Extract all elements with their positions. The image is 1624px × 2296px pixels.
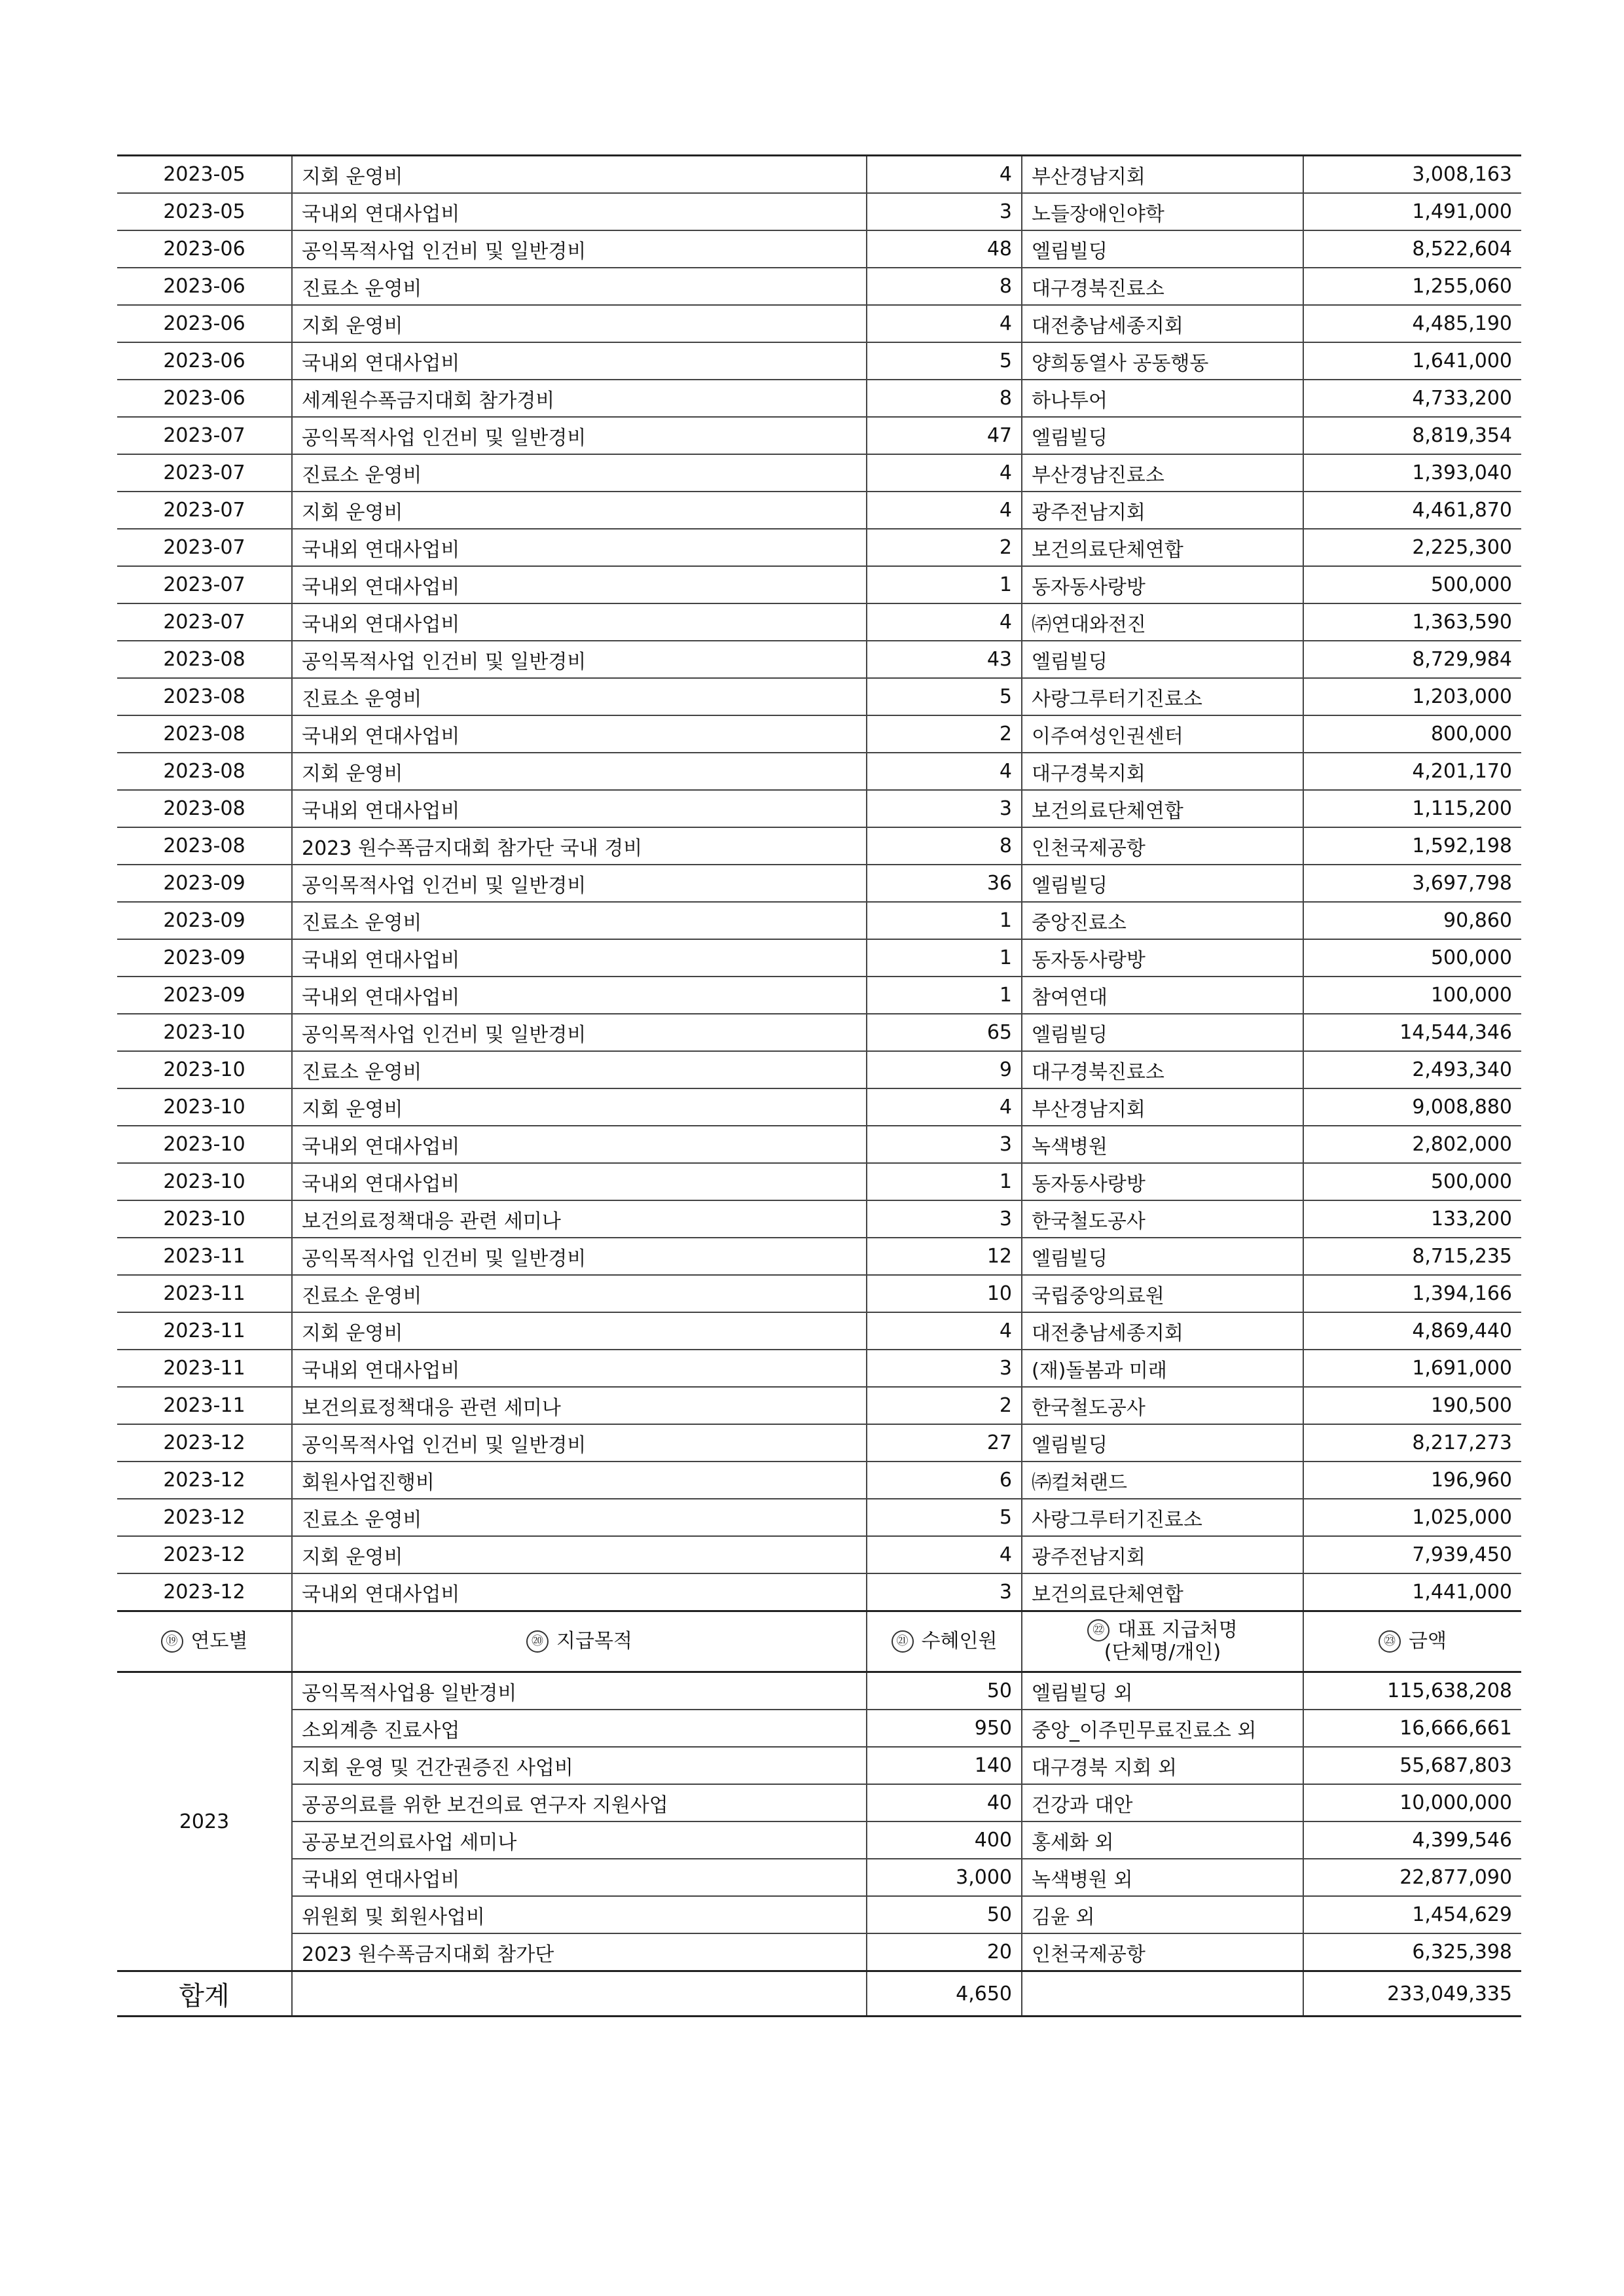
row-purpose: 국내외 연대사업비: [292, 342, 867, 380]
row-count: 1: [867, 939, 1022, 977]
table-row: [117, 1088, 1521, 1126]
summary-amount: 1,454,629: [1303, 1896, 1521, 1933]
summary-count: 3,000: [867, 1859, 1022, 1896]
header-beneficiaries-num: ㉑: [892, 1630, 914, 1653]
row-count: 8: [867, 827, 1022, 865]
table-row: [117, 1163, 1521, 1200]
row-payee: 하나투어: [1022, 380, 1303, 417]
summary-count: 20: [867, 1933, 1022, 1971]
row-purpose: 국내외 연대사업비: [292, 977, 867, 1014]
summary-purpose: 공공의료를 위한 보건의료 연구자 지원사업: [292, 1784, 867, 1821]
row-payee: 엘림빌딩: [1022, 865, 1303, 902]
row-purpose: 진료소 운영비: [292, 678, 867, 715]
table-row: [117, 1462, 1521, 1499]
summary-row: [117, 1672, 1521, 1710]
row-payee: 광주전남지회: [1022, 1536, 1303, 1573]
row-payee: 참여연대: [1022, 977, 1303, 1014]
row-amount: 1,641,000: [1303, 342, 1521, 380]
row-purpose: 국내외 연대사업비: [292, 790, 867, 827]
row-purpose: 진료소 운영비: [292, 1275, 867, 1312]
row-purpose: 진료소 운영비: [292, 454, 867, 492]
row-count: 4: [867, 156, 1022, 194]
row-amount: 1,691,000: [1303, 1350, 1521, 1387]
row-date: 2023-11: [117, 1238, 292, 1275]
table-row: [117, 939, 1521, 977]
row-payee: 부산경남지회: [1022, 1088, 1303, 1126]
row-date: 2023-10: [117, 1051, 292, 1088]
row-payee: 양희동열사 공동행동: [1022, 342, 1303, 380]
summary-row: [117, 1933, 1521, 1971]
row-payee: 노들장애인야학: [1022, 193, 1303, 230]
summary-count: 40: [867, 1784, 1022, 1821]
row-date: 2023-05: [117, 193, 292, 230]
row-payee: 이주여성인권센터: [1022, 715, 1303, 753]
row-purpose: 보건의료정책대응 관련 세미나: [292, 1200, 867, 1238]
row-purpose: 국내외 연대사업비: [292, 1126, 867, 1163]
row-date: 2023-07: [117, 454, 292, 492]
header-payee-num: ㉒: [1087, 1619, 1110, 1641]
row-count: 2: [867, 1387, 1022, 1424]
row-count: 8: [867, 268, 1022, 305]
header-amount: ㉓ 금액: [1303, 1611, 1521, 1672]
table-row: [117, 1200, 1521, 1238]
row-date: 2023-09: [117, 939, 292, 977]
row-amount: 1,441,000: [1303, 1573, 1521, 1611]
row-amount: 1,393,040: [1303, 454, 1521, 492]
row-payee: 국립중앙의료원: [1022, 1275, 1303, 1312]
row-purpose: 공익목적사업 인건비 및 일반경비: [292, 1424, 867, 1462]
row-count: 1: [867, 1163, 1022, 1200]
row-count: 3: [867, 790, 1022, 827]
row-amount: 3,697,798: [1303, 865, 1521, 902]
row-purpose: 공익목적사업 인건비 및 일반경비: [292, 641, 867, 678]
row-purpose: 국내외 연대사업비: [292, 715, 867, 753]
row-amount: 500,000: [1303, 566, 1521, 603]
row-payee: 대구경북진료소: [1022, 1051, 1303, 1088]
summary-payee: 중앙_이주민무료진료소 외: [1022, 1710, 1303, 1747]
table-row: [117, 1499, 1521, 1536]
row-payee: 엘림빌딩: [1022, 417, 1303, 454]
expenditure-table: [117, 154, 1521, 2017]
header-purpose: ⑳ 지급목적: [292, 1611, 867, 1672]
table-row: [117, 230, 1521, 268]
row-amount: 500,000: [1303, 939, 1521, 977]
row-date: 2023-07: [117, 529, 292, 566]
row-date: 2023-11: [117, 1312, 292, 1350]
row-date: 2023-09: [117, 977, 292, 1014]
row-purpose: 공익목적사업 인건비 및 일반경비: [292, 417, 867, 454]
row-purpose: 공익목적사업 인건비 및 일반경비: [292, 865, 867, 902]
table-row: [117, 1350, 1521, 1387]
row-purpose: 세계원수폭금지대회 참가경비: [292, 380, 867, 417]
header-payee-sub: (단체명/개인): [1104, 1641, 1221, 1664]
row-date: 2023-08: [117, 641, 292, 678]
summary-amount: 22,877,090: [1303, 1859, 1521, 1896]
monthly-rows: [117, 156, 1521, 1611]
row-payee: 엘림빌딩: [1022, 1424, 1303, 1462]
row-count: 9: [867, 1051, 1022, 1088]
row-purpose: 진료소 운영비: [292, 1051, 867, 1088]
header-beneficiaries: ㉑ 수혜인원: [867, 1611, 1022, 1672]
table-row: [117, 1387, 1521, 1424]
row-date: 2023-10: [117, 1088, 292, 1126]
row-purpose: 진료소 운영비: [292, 902, 867, 939]
row-date: 2023-06: [117, 342, 292, 380]
row-amount: 4,869,440: [1303, 1312, 1521, 1350]
row-payee: ㈜컬쳐랜드: [1022, 1462, 1303, 1499]
row-amount: 1,363,590: [1303, 603, 1521, 641]
row-date: 2023-10: [117, 1163, 292, 1200]
row-count: 47: [867, 417, 1022, 454]
row-purpose: 국내외 연대사업비: [292, 603, 867, 641]
summary-purpose: 위원회 및 회원사업비: [292, 1896, 867, 1933]
summary-count: 50: [867, 1672, 1022, 1710]
row-payee: 동자동사랑방: [1022, 939, 1303, 977]
table-row: [117, 566, 1521, 603]
table-row: [117, 715, 1521, 753]
summary-payee: 홍세화 외: [1022, 1821, 1303, 1859]
summary-count: 400: [867, 1821, 1022, 1859]
summary-purpose: 소외계층 진료사업: [292, 1710, 867, 1747]
row-purpose: 진료소 운영비: [292, 268, 867, 305]
table-row: [117, 865, 1521, 902]
row-date: 2023-07: [117, 417, 292, 454]
row-amount: 2,493,340: [1303, 1051, 1521, 1088]
summary-amount: 6,325,398: [1303, 1933, 1521, 1971]
row-amount: 9,008,880: [1303, 1088, 1521, 1126]
row-payee: 대전충남세종지회: [1022, 305, 1303, 342]
row-purpose: 공익목적사업 인건비 및 일반경비: [292, 1238, 867, 1275]
row-amount: 196,960: [1303, 1462, 1521, 1499]
row-payee: (재)돌봄과 미래: [1022, 1350, 1303, 1387]
summary-header-row: [117, 1611, 1521, 1672]
header-payee: ㉒ 대표 지급처명 (단체명/개인): [1022, 1611, 1303, 1672]
row-purpose: 지회 운영비: [292, 753, 867, 790]
row-amount: 4,733,200: [1303, 380, 1521, 417]
row-count: 4: [867, 603, 1022, 641]
row-date: 2023-06: [117, 230, 292, 268]
row-payee: 녹색병원: [1022, 1126, 1303, 1163]
row-payee: 엘림빌딩: [1022, 230, 1303, 268]
row-count: 12: [867, 1238, 1022, 1275]
table-row: [117, 156, 1521, 194]
summary-payee: 김윤 외: [1022, 1896, 1303, 1933]
table-row: [117, 827, 1521, 865]
row-date: 2023-08: [117, 753, 292, 790]
row-payee: 부산경남지회: [1022, 156, 1303, 194]
header-year: ⑲ 연도별: [117, 1611, 292, 1672]
row-count: 43: [867, 641, 1022, 678]
row-count: 3: [867, 1573, 1022, 1611]
row-amount: 500,000: [1303, 1163, 1521, 1200]
summary-count: 140: [867, 1747, 1022, 1784]
total-label: 합계: [117, 1971, 292, 2017]
row-purpose: 2023 원수폭금지대회 참가단 국내 경비: [292, 827, 867, 865]
row-date: 2023-07: [117, 603, 292, 641]
summary-payee: 녹색병원 외: [1022, 1859, 1303, 1896]
row-payee: 동자동사랑방: [1022, 566, 1303, 603]
row-payee: 보건의료단체연합: [1022, 529, 1303, 566]
summary-purpose: 2023 원수폭금지대회 참가단: [292, 1933, 867, 1971]
row-payee: 엘림빌딩: [1022, 1014, 1303, 1051]
summary-amount: 4,399,546: [1303, 1821, 1521, 1859]
summary-payee: 건강과 대안: [1022, 1784, 1303, 1821]
row-amount: 8,522,604: [1303, 230, 1521, 268]
row-amount: 2,225,300: [1303, 529, 1521, 566]
table-row: [117, 641, 1521, 678]
row-amount: 4,201,170: [1303, 753, 1521, 790]
row-date: 2023-07: [117, 492, 292, 529]
table-row: [117, 492, 1521, 529]
row-amount: 190,500: [1303, 1387, 1521, 1424]
row-purpose: 국내외 연대사업비: [292, 529, 867, 566]
row-amount: 3,008,163: [1303, 156, 1521, 194]
table-row: [117, 342, 1521, 380]
row-date: 2023-12: [117, 1462, 292, 1499]
header-amount-num: ㉓: [1379, 1630, 1401, 1653]
summary-year: 2023: [117, 1672, 292, 1971]
row-count: 5: [867, 342, 1022, 380]
row-purpose: 진료소 운영비: [292, 1499, 867, 1536]
row-count: 5: [867, 1499, 1022, 1536]
summary-payee: 엘림빌딩 외: [1022, 1672, 1303, 1710]
row-count: 8: [867, 380, 1022, 417]
table-row: [117, 529, 1521, 566]
row-purpose: 지회 운영비: [292, 156, 867, 194]
summary-purpose: 공공보건의료사업 세미나: [292, 1821, 867, 1859]
table-row: [117, 1573, 1521, 1611]
row-count: 65: [867, 1014, 1022, 1051]
row-count: 6: [867, 1462, 1022, 1499]
row-amount: 800,000: [1303, 715, 1521, 753]
row-date: 2023-11: [117, 1350, 292, 1387]
row-amount: 2,802,000: [1303, 1126, 1521, 1163]
row-amount: 90,860: [1303, 902, 1521, 939]
row-amount: 8,217,273: [1303, 1424, 1521, 1462]
row-date: 2023-08: [117, 678, 292, 715]
row-purpose: 공익목적사업 인건비 및 일반경비: [292, 1014, 867, 1051]
row-date: 2023-06: [117, 268, 292, 305]
row-date: 2023-06: [117, 305, 292, 342]
row-payee: 부산경남진료소: [1022, 454, 1303, 492]
summary-amount: 10,000,000: [1303, 1784, 1521, 1821]
header-year-num: ⑲: [161, 1630, 183, 1653]
row-count: 3: [867, 1126, 1022, 1163]
row-payee: 엘림빌딩: [1022, 641, 1303, 678]
row-payee: 한국철도공사: [1022, 1200, 1303, 1238]
row-payee: 인천국제공항: [1022, 827, 1303, 865]
table-row: [117, 1238, 1521, 1275]
row-amount: 4,485,190: [1303, 305, 1521, 342]
row-date: 2023-09: [117, 865, 292, 902]
row-date: 2023-11: [117, 1387, 292, 1424]
summary-amount: 16,666,661: [1303, 1710, 1521, 1747]
header-purpose-num: ⑳: [526, 1630, 549, 1653]
total-purpose-empty: [292, 1971, 867, 2017]
row-payee: 보건의료단체연합: [1022, 790, 1303, 827]
summary-amount: 55,687,803: [1303, 1747, 1521, 1784]
summary-row: [117, 1896, 1521, 1933]
row-date: 2023-12: [117, 1424, 292, 1462]
row-amount: 1,203,000: [1303, 678, 1521, 715]
row-count: 5: [867, 678, 1022, 715]
row-purpose: 지회 운영비: [292, 1536, 867, 1573]
row-amount: 8,819,354: [1303, 417, 1521, 454]
row-payee: 보건의료단체연합: [1022, 1573, 1303, 1611]
summary-row: [117, 1784, 1521, 1821]
row-purpose: 국내외 연대사업비: [292, 193, 867, 230]
table-row: [117, 603, 1521, 641]
row-purpose: 국내외 연대사업비: [292, 1350, 867, 1387]
total-row: [117, 1971, 1521, 2017]
table-row: [117, 1312, 1521, 1350]
row-date: 2023-10: [117, 1126, 292, 1163]
row-count: 2: [867, 715, 1022, 753]
summary-payee: 인천국제공항: [1022, 1933, 1303, 1971]
row-amount: 133,200: [1303, 1200, 1521, 1238]
summary-count: 950: [867, 1710, 1022, 1747]
total-count: 4,650: [867, 1971, 1022, 2017]
table-row: [117, 454, 1521, 492]
row-count: 4: [867, 492, 1022, 529]
table-row: [117, 678, 1521, 715]
row-count: 4: [867, 454, 1022, 492]
row-date: 2023-07: [117, 566, 292, 603]
row-date: 2023-08: [117, 715, 292, 753]
row-date: 2023-12: [117, 1499, 292, 1536]
row-count: 3: [867, 1350, 1022, 1387]
row-payee: 대구경북진료소: [1022, 268, 1303, 305]
summary-rows: [117, 1672, 1521, 1971]
row-payee: 동자동사랑방: [1022, 1163, 1303, 1200]
row-purpose: 지회 운영비: [292, 1088, 867, 1126]
row-date: 2023-10: [117, 1200, 292, 1238]
row-count: 4: [867, 1088, 1022, 1126]
row-payee: 엘림빌딩: [1022, 1238, 1303, 1275]
row-count: 10: [867, 1275, 1022, 1312]
row-amount: 4,461,870: [1303, 492, 1521, 529]
row-count: 3: [867, 193, 1022, 230]
row-payee: 대구경북지회: [1022, 753, 1303, 790]
row-amount: 1,025,000: [1303, 1499, 1521, 1536]
row-date: 2023-08: [117, 790, 292, 827]
table-row: [117, 753, 1521, 790]
row-payee: 사랑그루터기진료소: [1022, 678, 1303, 715]
table-row: [117, 305, 1521, 342]
summary-amount: 115,638,208: [1303, 1672, 1521, 1710]
total-payee-empty: [1022, 1971, 1303, 2017]
table-row: [117, 193, 1521, 230]
table-row: [117, 1536, 1521, 1573]
row-count: 1: [867, 902, 1022, 939]
row-count: 4: [867, 305, 1022, 342]
table-row: [117, 977, 1521, 1014]
summary-payee: 대구경북 지회 외: [1022, 1747, 1303, 1784]
row-payee: 대전충남세종지회: [1022, 1312, 1303, 1350]
summary-row: [117, 1710, 1521, 1747]
row-amount: 100,000: [1303, 977, 1521, 1014]
table-row: [117, 268, 1521, 305]
summary-section: [117, 1611, 1521, 1672]
table-row: [117, 790, 1521, 827]
row-amount: 1,491,000: [1303, 193, 1521, 230]
row-amount: 7,939,450: [1303, 1536, 1521, 1573]
row-purpose: 국내외 연대사업비: [292, 1573, 867, 1611]
summary-purpose: 지회 운영 및 건간권증진 사업비: [292, 1747, 867, 1784]
row-count: 1: [867, 977, 1022, 1014]
row-count: 4: [867, 1536, 1022, 1573]
row-count: 27: [867, 1424, 1022, 1462]
row-count: 36: [867, 865, 1022, 902]
table-row: [117, 1275, 1521, 1312]
row-payee: 광주전남지회: [1022, 492, 1303, 529]
summary-count: 50: [867, 1896, 1022, 1933]
row-purpose: 국내외 연대사업비: [292, 566, 867, 603]
summary-row: [117, 1859, 1521, 1896]
row-payee: 중앙진료소: [1022, 902, 1303, 939]
row-count: 4: [867, 753, 1022, 790]
row-amount: 8,729,984: [1303, 641, 1521, 678]
summary-row: [117, 1747, 1521, 1784]
row-amount: 1,592,198: [1303, 827, 1521, 865]
table-row: [117, 1051, 1521, 1088]
row-amount: 1,115,200: [1303, 790, 1521, 827]
row-date: 2023-09: [117, 902, 292, 939]
summary-purpose: 국내외 연대사업비: [292, 1859, 867, 1896]
row-purpose: 국내외 연대사업비: [292, 1163, 867, 1200]
row-payee: ㈜연대와전진: [1022, 603, 1303, 641]
row-date: 2023-05: [117, 156, 292, 194]
row-count: 1: [867, 566, 1022, 603]
table-row: [117, 417, 1521, 454]
row-count: 2: [867, 529, 1022, 566]
table-row: [117, 1424, 1521, 1462]
row-date: 2023-12: [117, 1573, 292, 1611]
row-count: 48: [867, 230, 1022, 268]
row-purpose: 지회 운영비: [292, 1312, 867, 1350]
total-section: [117, 1971, 1521, 2017]
summary-row: [117, 1821, 1521, 1859]
row-amount: 1,255,060: [1303, 268, 1521, 305]
row-amount: 1,394,166: [1303, 1275, 1521, 1312]
table-row: [117, 1014, 1521, 1051]
row-purpose: 지회 운영비: [292, 492, 867, 529]
summary-purpose: 공익목적사업용 일반경비: [292, 1672, 867, 1710]
row-date: 2023-08: [117, 827, 292, 865]
total-amount: 233,049,335: [1303, 1971, 1521, 2017]
row-count: 3: [867, 1200, 1022, 1238]
row-purpose: 공익목적사업 인건비 및 일반경비: [292, 230, 867, 268]
row-purpose: 지회 운영비: [292, 305, 867, 342]
row-date: 2023-10: [117, 1014, 292, 1051]
table-row: [117, 902, 1521, 939]
row-payee: 사랑그루터기진료소: [1022, 1499, 1303, 1536]
row-purpose: 보건의료정책대응 관련 세미나: [292, 1387, 867, 1424]
row-amount: 8,715,235: [1303, 1238, 1521, 1275]
row-date: 2023-06: [117, 380, 292, 417]
row-amount: 14,544,346: [1303, 1014, 1521, 1051]
row-date: 2023-12: [117, 1536, 292, 1573]
row-payee: 한국철도공사: [1022, 1387, 1303, 1424]
table-row: [117, 380, 1521, 417]
table-row: [117, 1126, 1521, 1163]
row-count: 4: [867, 1312, 1022, 1350]
row-purpose: 국내외 연대사업비: [292, 939, 867, 977]
row-date: 2023-11: [117, 1275, 292, 1312]
row-purpose: 회원사업진행비: [292, 1462, 867, 1499]
